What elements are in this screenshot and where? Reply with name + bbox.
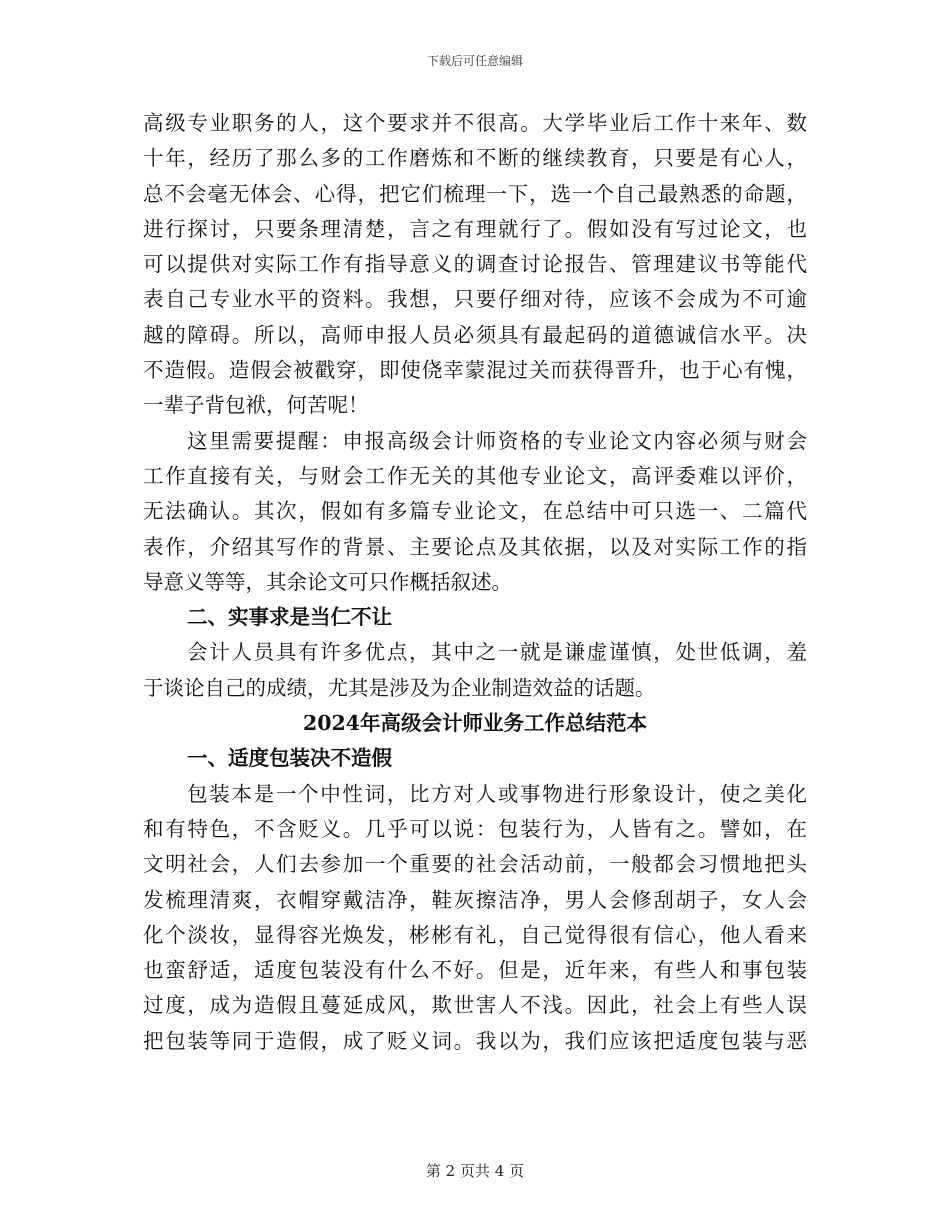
text-line: 越的障碍。所以，高师申报人员必须具有最起码的道德诚信水平。决 xyxy=(143,322,807,347)
document-body xyxy=(143,106,807,1059)
text-line: 总不会毫无体会、心得，把它们梳理一下，选一个自己最熟悉的命题， xyxy=(143,181,807,206)
text-line: 进行探讨，只要条理清楚，言之有理就行了。假如没有写过论文，也 xyxy=(143,216,807,241)
text-line: 发梳理清爽，衣帽穿戴洁净，鞋灰擦洁净，男人会修刮胡子，女人会 xyxy=(143,887,807,912)
text-line: 十年，经历了那么多的工作磨炼和不断的继续教育，只要是有心人， xyxy=(143,146,807,171)
text-line: 不造假。造假会被戳穿，即使侥幸蒙混过关而获得晋升，也于心有愧， xyxy=(143,358,807,383)
page-header: 下载后可任意编辑 xyxy=(426,54,523,68)
text-line: 于谈论自己的成绩，尤其是涉及为企业制造效益的话题。 xyxy=(143,675,656,700)
text-line: 包装本是一个中性词，比方对人或事物进行形象设计，使之美化 xyxy=(187,781,807,806)
text-line: 工作直接有关，与财会工作无关的其他专业论文，高评委难以评价， xyxy=(143,463,807,488)
text-line: 过度，成为造假且蔓延成风，欺世害人不浅。因此，社会上有些人误 xyxy=(143,993,807,1018)
text-line: 无法确认。其次，假如有多篇专业论文，在总结中可只选一、二篇代 xyxy=(143,499,807,524)
page-footer: 第 2 页共 4 页 xyxy=(425,1162,525,1180)
text-line: 可以提供对实际工作有指导意义的调查讨论报告、管理建议书等能代 xyxy=(143,252,807,277)
text-line: 这里需要提醒：申报高级会计师资格的专业论文内容必须与财会 xyxy=(187,428,807,453)
document-title: 2024年高级会计师业务工作总结范本 xyxy=(302,711,648,736)
section-heading: 一、适度包装决不造假 xyxy=(187,746,392,771)
text-line: 导意义等等，其余论文可只作概括叙述。 xyxy=(143,569,512,594)
text-line: 一辈子背包袱，何苦呢！ xyxy=(143,393,369,418)
text-line: 把包装等同于造假，成了贬义词。我以为，我们应该把适度包装与恶 xyxy=(143,1028,807,1053)
text-line: 文明社会，人们去参加一个重要的社会活动前，一般都会习惯地把头 xyxy=(143,852,807,877)
paragraph-2 xyxy=(143,424,807,600)
text-line: 化个淡妆，显得容光焕发，彬彬有礼，自己觉得很有信心，他人看来 xyxy=(143,922,807,947)
paragraph-4 xyxy=(143,777,807,1059)
section-heading: 二、实事求是当仁不让 xyxy=(187,605,392,630)
text-line: 表作，介绍其写作的背景、主要论点及其依据，以及对实际工作的指 xyxy=(143,534,807,559)
text-line: 也蛮舒适，适度包装没有什么不好。但是，近年来，有些人和事包装 xyxy=(143,958,807,983)
text-line: 高级专业职务的人，这个要求并不很高。大学毕业后工作十来年、数 xyxy=(143,111,807,135)
paragraph-1 xyxy=(143,106,807,424)
text-line: 表自己专业水平的资料。我想，只要仔细对待，应该不会成为不可逾 xyxy=(143,287,807,312)
paragraph-3 xyxy=(143,635,807,706)
text-line: 会计人员具有许多优点，其中之一就是谦虚谨慎，处世低调，羞 xyxy=(187,640,807,665)
text-line: 和有特色，不含贬义。几乎可以说：包装行为，人皆有之。譬如，在 xyxy=(143,816,807,841)
